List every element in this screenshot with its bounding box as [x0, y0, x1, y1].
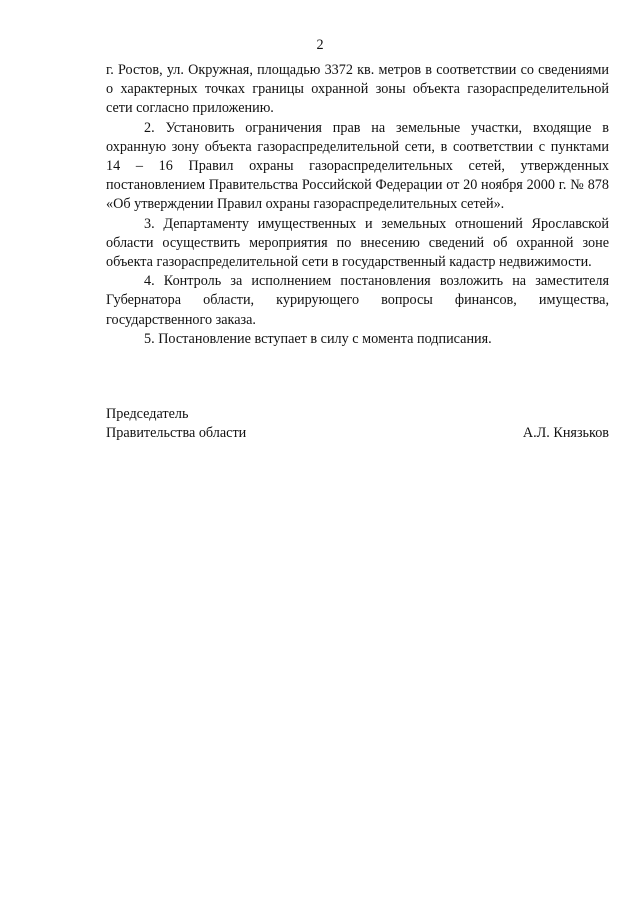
- paragraph-item-5: 5. Постановление вступает в силу с момента подписания.: [144, 330, 492, 347]
- paragraph-item-3: 3. Департаменту имущественных и земельных отношений Ярославской области осуществить мероприятия по внесению сведений об охранной зоне объекта газораспределительной сети в государственный кадастр недвижимости.: [106, 215, 609, 271]
- paragraph-item-2: 2. Установить ограничения прав на земельные участки, входящие в охранную зону объекта газораспределительной сети, в соответствии с пунктами 14 – 16 Правил охраны газораспределительных сетей, утвержденных постановлением Правительства Российской Федерации от 20 ноября 2000 г. № 878 «Об утверждении Правил охраны газораспределительных сетей».: [106, 119, 609, 213]
- signature-block: [106, 405, 609, 443]
- signatory-name: А.Л. Князьков: [522, 425, 609, 442]
- paragraph-continuation: г. Ростов, ул. Окружная, площадью 3372 кв. метров в соответствии со сведениями о характерных точках границы охранной зоны объекта газораспределительной сети согласно приложению.: [106, 62, 609, 117]
- signatory-title-line1: Председатель: [106, 406, 189, 422]
- page-number: 2: [316, 37, 324, 53]
- signatory-title-line2: Правительства области: [106, 425, 247, 442]
- document-body: [106, 61, 609, 349]
- paragraph-item-4: 4. Контроль за исполнением постановления возложить на заместителя Губернатора области, курирующего вопросы финансов, имущества, государственного заказа.: [106, 273, 609, 328]
- signature-line: [106, 424, 609, 443]
